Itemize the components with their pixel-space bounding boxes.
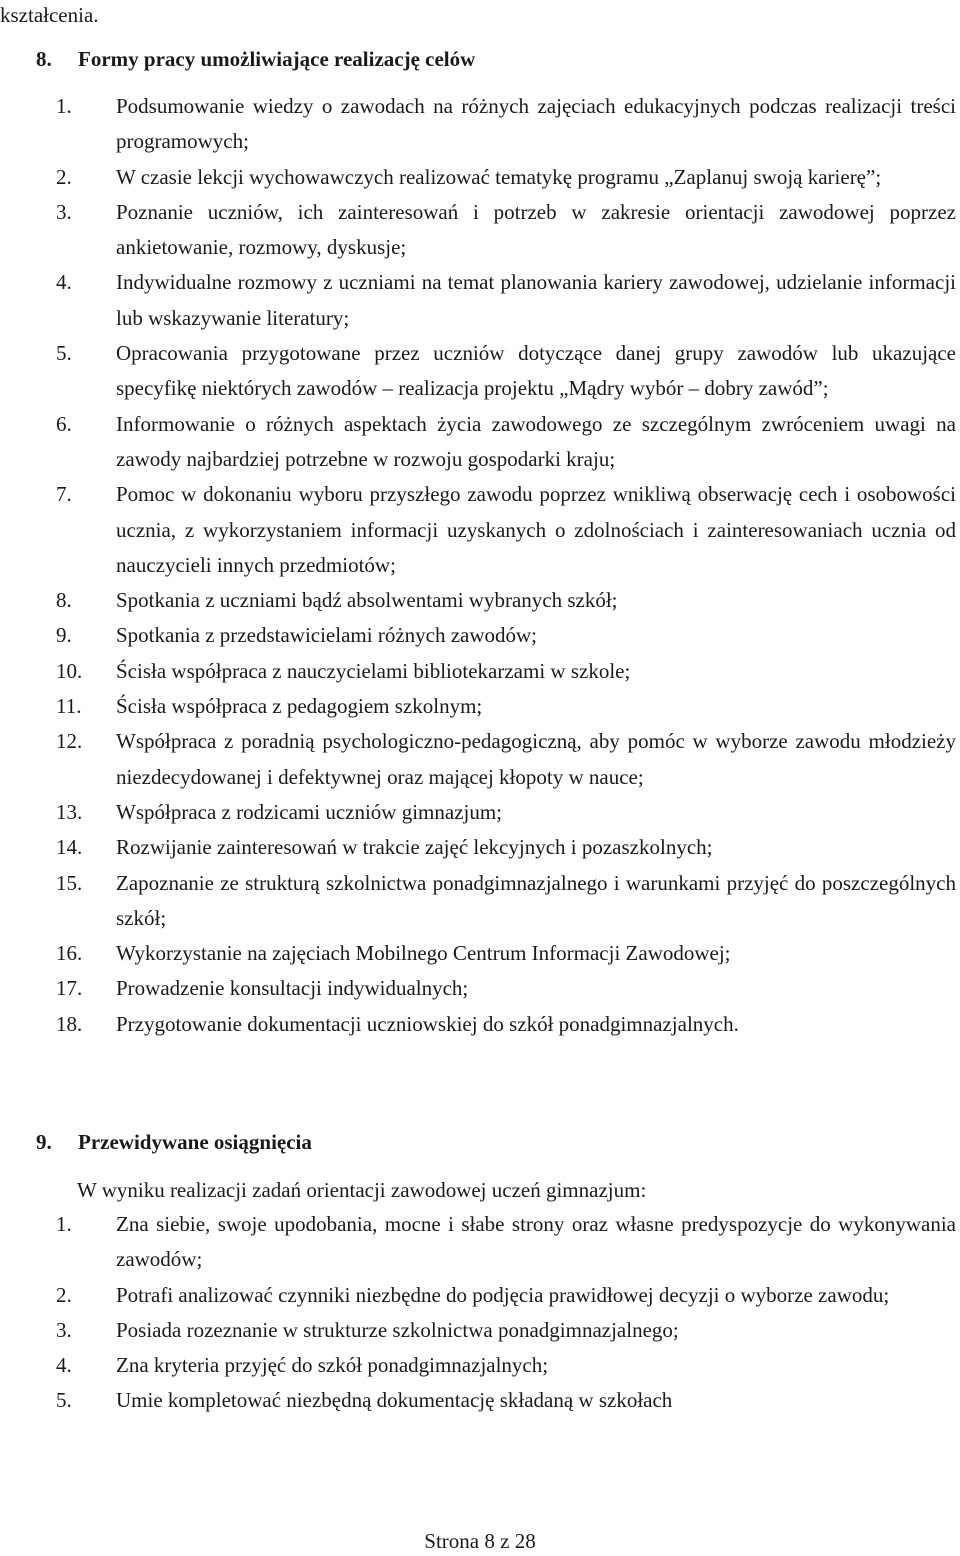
list-item	[0, 1207, 956, 1278]
list-item-text: Rozwijanie zainteresowań w trakcie zajęć lekcyjnych i pozaszkolnych;	[116, 835, 713, 860]
list-item	[0, 160, 956, 195]
list-item	[0, 265, 956, 336]
list-item	[0, 830, 956, 865]
list-item	[0, 866, 956, 937]
list-item	[0, 1278, 956, 1313]
list-item-text: Zna kryteria przyjęć do szkół ponadgimnazjalnych;	[116, 1353, 549, 1378]
list-item-text: Zna siebie, swoje upodobania, mocne i słabe strony oraz własne predyspozycje do wykonywania zawodów;	[116, 1212, 956, 1272]
list-item-number: 11.	[56, 694, 82, 719]
list-item	[0, 1007, 956, 1042]
list-item-number: 13.	[56, 799, 83, 824]
list-item-number: 8.	[56, 588, 72, 613]
section-9-intro: W wyniku realizacji zadań orientacji zawodowej uczeń gimnazjum:	[77, 1178, 647, 1202]
list-item-number: 3.	[56, 1317, 72, 1342]
section-9-number: 9.	[36, 1130, 52, 1154]
list-item-text: Informowanie o różnych aspektach życia zawodowego ze szczególnym zwróceniem uwagi na zawody najbardziej potrzebne w rozwoju gospodarki kraju;	[116, 411, 956, 471]
list-item-number: 14.	[56, 835, 83, 860]
list-item-number: 1.	[56, 1212, 72, 1236]
list-item	[0, 477, 956, 583]
list-item-text: Zapoznanie ze strukturą szkolnictwa ponadgimnazjalnego i warunkami przyjęć do poszczególnych szkół;	[116, 870, 956, 930]
list-item	[0, 971, 956, 1006]
list-item	[0, 618, 956, 653]
list-item-text: Spotkania z uczniami bądź absolwentami wybranych szkół;	[116, 588, 618, 613]
list-item-number: 18.	[56, 1011, 83, 1036]
list-item-number: 3.	[56, 199, 72, 224]
list-item	[0, 689, 956, 724]
section-9-heading	[36, 1127, 312, 1157]
page-footer: Strona 8 z 28	[424, 1529, 536, 1553]
list-item-text: Prowadzenie konsultacji indywidualnych;	[116, 976, 469, 1001]
section-8-heading	[36, 44, 475, 74]
list-item-text: Opracowania przygotowane przez uczniów dotyczące danej grupy zawodów lub ukazujące specyfikę niektórych zawodów – realizacja projektu „Mądry wybór – dobry zawód”;	[116, 341, 956, 401]
list-item-text: Spotkania z przedstawicielami różnych zawodów;	[116, 623, 538, 648]
list-item-text: Poznanie uczniów, ich zainteresowań i potrzeb w zakresie orientacji zawodowej poprzez ankietowanie, rozmowy, dyskusje;	[116, 199, 956, 260]
list-item-text: Współpraca z poradnią psychologiczno-pedagogiczną, aby pomóc w wyborze zawodu młodzieży niezdecydowanej i defektywnej oraz mającej kłopoty w nauce;	[116, 729, 956, 789]
list-item-number: 10.	[56, 658, 83, 683]
list-item	[0, 1383, 956, 1418]
section-9-list	[0, 1207, 956, 1419]
list-item-number: 16.	[56, 941, 83, 966]
section-8-number: 8.	[36, 47, 52, 71]
continued-text: kształcenia.	[0, 3, 99, 27]
list-item	[0, 407, 956, 478]
list-item	[0, 583, 956, 618]
list-item-number: 5.	[56, 1388, 72, 1413]
list-item-text: Indywidualne rozmowy z uczniami na temat planowania kariery zawodowej, udzielanie informacji lub wskazywanie literatury;	[116, 270, 956, 330]
list-item-number: 17.	[56, 976, 83, 1001]
list-item-text: Współpraca z rodzicami uczniów gimnazjum;	[116, 799, 503, 824]
list-item-text: W czasie lekcji wychowawczych realizować tematykę programu „Zaplanuj swoją karierę”;	[116, 164, 882, 189]
list-item-text: Pomoc w dokonaniu wyboru przyszłego zawodu poprzez wnikliwą obserwację cech i osobowości ucznia, z wykorzystaniem informacji uzyskanych o zdolnościach i zainteresowaniach ucznia od nauczycieli innych przedmiotów;	[116, 482, 956, 577]
list-item-text: Posiada rozeznanie w strukturze szkolnictwa ponadgimnazjalnego;	[116, 1317, 679, 1342]
list-item-number: 1.	[56, 94, 72, 118]
list-item	[0, 336, 956, 407]
list-item-text: Potrafi analizować czynniki niezbędne do podjęcia prawidłowej decyzji o wyborze zawodu;	[116, 1282, 890, 1307]
list-item-text: Wykorzystanie na zajęciach Mobilnego Centrum Informacji Zawodowej;	[116, 941, 731, 966]
list-item-text: Umie kompletować niezbędną dokumentację składaną w szkołach	[116, 1388, 673, 1413]
list-item-number: 2.	[56, 164, 72, 189]
list-item-number: 6.	[56, 411, 72, 436]
list-item-text: Ścisła współpraca z nauczycielami bibliotekarzami w szkole;	[116, 658, 631, 683]
list-item-number: 15.	[56, 870, 83, 895]
list-item-number: 9.	[56, 623, 72, 648]
list-item-number: 2.	[56, 1282, 72, 1307]
list-item	[0, 654, 956, 689]
list-item-text: Podsumowanie wiedzy o zawodach na różnych zajęciach edukacyjnych podczas realizacji treści programowych;	[116, 94, 956, 154]
list-item-number: 5.	[56, 341, 72, 366]
list-item	[0, 1313, 956, 1348]
list-item-number: 12.	[56, 729, 83, 754]
list-item-number: 4.	[56, 270, 72, 295]
list-item-number: 4.	[56, 1353, 72, 1378]
list-item-text: Ścisła współpraca z pedagogiem szkolnym;	[116, 694, 483, 719]
list-item	[0, 195, 956, 266]
list-item	[0, 1348, 956, 1383]
list-item	[0, 936, 956, 971]
section-8-title: Formy pracy umożliwiające realizację celów	[78, 47, 476, 71]
list-item	[0, 724, 956, 795]
list-item-text: Przygotowanie dokumentacji uczniowskiej do szkół ponadgimnazjalnych.	[116, 1011, 739, 1036]
list-item-number: 7.	[56, 482, 72, 507]
list-item	[0, 795, 956, 830]
section-8-list	[0, 89, 956, 1042]
section-9-title: Przewidywane osiągnięcia	[78, 1130, 312, 1154]
list-item	[0, 89, 956, 160]
